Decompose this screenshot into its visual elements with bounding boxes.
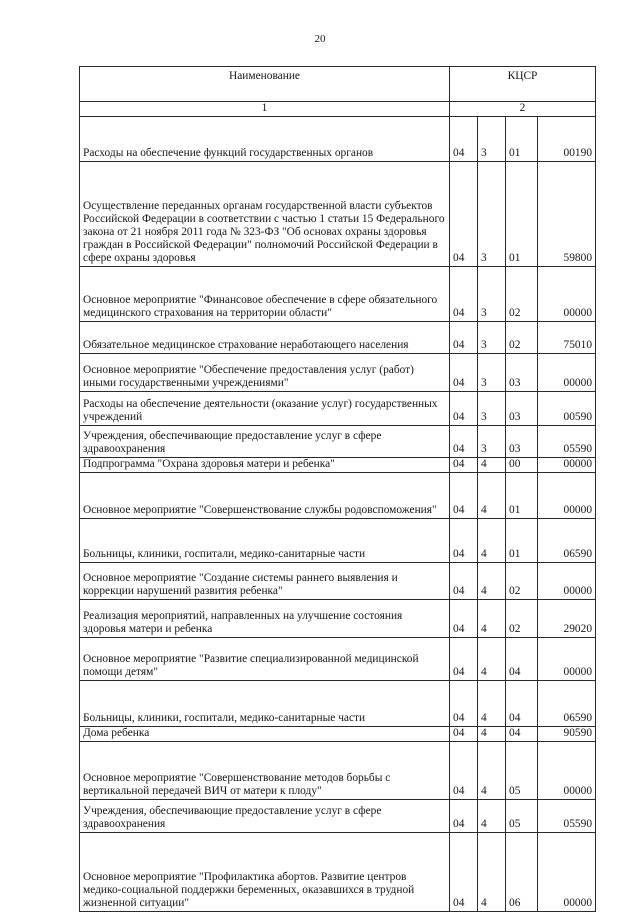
table-row <box>80 117 596 162</box>
row-name: Расходы на обеспечение деятельности (оказание услуг) государственных учреждений <box>80 392 450 426</box>
code-subprogram: 3 <box>478 354 506 392</box>
code-subprogram: 4 <box>478 833 506 912</box>
column-number-2: 2 <box>450 102 596 117</box>
code-activity: 04 <box>506 681 538 727</box>
code-program: 04 <box>450 392 478 426</box>
code-subprogram: 3 <box>478 267 506 322</box>
code-program: 04 <box>450 267 478 322</box>
table-row <box>80 458 596 473</box>
code-direction: 00190 <box>538 117 596 162</box>
code-activity: 01 <box>506 519 538 563</box>
code-activity: 03 <box>506 426 538 458</box>
code-activity: 06 <box>506 833 538 912</box>
code-subprogram: 3 <box>478 322 506 354</box>
row-name: Осуществление переданных органам государственной власти субъектов Российской Федерации в соответствии с частью 1 статьи 15 Федерального закона от 21 ноября 2011 года № 323-ФЗ "Об основах охраны здоровья граждан в Российской Федерации" полномочий Российской Федерации в сфере охраны здоровья <box>80 162 450 267</box>
code-program: 04 <box>450 322 478 354</box>
code-activity: 00 <box>506 458 538 473</box>
code-activity: 02 <box>506 600 538 638</box>
code-direction: 90590 <box>538 727 596 742</box>
code-program: 04 <box>450 458 478 473</box>
table-row <box>80 322 596 354</box>
row-name: Основное мероприятие "Создание системы раннего выявления и коррекции нарушений развития ребенка" <box>80 563 450 600</box>
code-direction: 00000 <box>538 638 596 681</box>
code-program: 04 <box>450 519 478 563</box>
code-subprogram: 4 <box>478 742 506 800</box>
row-name: Больницы, клиники, госпитали, медико-санитарные части <box>80 681 450 727</box>
code-subprogram: 4 <box>478 800 506 833</box>
code-program: 04 <box>450 162 478 267</box>
code-activity: 01 <box>506 162 538 267</box>
code-direction: 29020 <box>538 600 596 638</box>
code-program: 04 <box>450 117 478 162</box>
row-name: Дома ребенка <box>80 727 450 742</box>
code-activity: 05 <box>506 742 538 800</box>
table-body <box>80 117 596 912</box>
code-direction: 00000 <box>538 742 596 800</box>
row-name: Учреждения, обеспечивающие предоставление услуг в сфере здравоохранения <box>80 426 450 458</box>
code-program: 04 <box>450 727 478 742</box>
code-program: 04 <box>450 638 478 681</box>
code-activity: 04 <box>506 638 538 681</box>
table-row <box>80 742 596 800</box>
table-row <box>80 600 596 638</box>
code-subprogram: 3 <box>478 117 506 162</box>
code-direction: 00000 <box>538 458 596 473</box>
code-direction: 06590 <box>538 519 596 563</box>
table-row <box>80 727 596 742</box>
code-activity: 03 <box>506 354 538 392</box>
code-activity: 02 <box>506 267 538 322</box>
code-direction: 00000 <box>538 354 596 392</box>
row-name: Больницы, клиники, госпитали, медико-санитарные части <box>80 519 450 563</box>
code-subprogram: 4 <box>478 600 506 638</box>
code-subprogram: 3 <box>478 426 506 458</box>
table-row <box>80 426 596 458</box>
code-program: 04 <box>450 473 478 519</box>
code-activity: 04 <box>506 727 538 742</box>
row-name: Основное мероприятие "Обеспечение предоставления услуг (работ) иными государственными учреждениями" <box>80 354 450 392</box>
header-code: КЦСР <box>450 67 596 102</box>
row-name: Расходы на обеспечение функций государственных органов <box>80 117 450 162</box>
table-row <box>80 162 596 267</box>
table-row <box>80 563 596 600</box>
code-subprogram: 4 <box>478 473 506 519</box>
code-program: 04 <box>450 800 478 833</box>
row-name: Основное мероприятие "Профилактика абортов. Развитие центров медико-социальной поддержки беременных, оказавшихся в трудной жизненной ситуации" <box>80 833 450 912</box>
row-name: Основное мероприятие "Развитие специализированной медицинской помощи детям" <box>80 638 450 681</box>
code-program: 04 <box>450 426 478 458</box>
code-subprogram: 3 <box>478 392 506 426</box>
code-activity: 03 <box>506 392 538 426</box>
header-name: Наименование <box>80 67 450 102</box>
code-direction: 00000 <box>538 473 596 519</box>
code-program: 04 <box>450 833 478 912</box>
code-direction: 00000 <box>538 833 596 912</box>
table-row <box>80 392 596 426</box>
code-direction: 05590 <box>538 800 596 833</box>
code-direction: 00590 <box>538 392 596 426</box>
code-direction: 59800 <box>538 162 596 267</box>
code-subprogram: 4 <box>478 458 506 473</box>
table-row <box>80 638 596 681</box>
code-subprogram: 4 <box>478 563 506 600</box>
code-activity: 01 <box>506 473 538 519</box>
row-name: Основное мероприятие "Финансовое обеспечение в сфере обязательного медицинского страхования на территории области" <box>80 267 450 322</box>
code-direction: 00000 <box>538 267 596 322</box>
table-row <box>80 800 596 833</box>
code-subprogram: 4 <box>478 638 506 681</box>
code-program: 04 <box>450 681 478 727</box>
code-subprogram: 4 <box>478 519 506 563</box>
code-direction: 06590 <box>538 681 596 727</box>
row-name: Основное мероприятие "Совершенствование службы родовспоможения" <box>80 473 450 519</box>
row-name: Подпрограмма "Охрана здоровья матери и ребенка" <box>80 458 450 473</box>
code-activity: 01 <box>506 117 538 162</box>
code-activity: 02 <box>506 563 538 600</box>
code-direction: 75010 <box>538 322 596 354</box>
table-row <box>80 519 596 563</box>
code-activity: 02 <box>506 322 538 354</box>
row-name: Обязательное медицинское страхование неработающего населения <box>80 322 450 354</box>
table-row <box>80 681 596 727</box>
row-name: Реализация мероприятий, направленных на улучшение состояния здоровья матери и ребенка <box>80 600 450 638</box>
table-row <box>80 833 596 912</box>
code-direction: 00000 <box>538 563 596 600</box>
column-number-row <box>80 102 596 117</box>
table-header-row <box>80 67 596 102</box>
column-number-1: 1 <box>80 102 450 117</box>
table-row <box>80 267 596 322</box>
row-name: Учреждения, обеспечивающие предоставление услуг в сфере здравоохранения <box>80 800 450 833</box>
code-direction: 05590 <box>538 426 596 458</box>
code-activity: 05 <box>506 800 538 833</box>
code-program: 04 <box>450 563 478 600</box>
code-program: 04 <box>450 354 478 392</box>
code-subprogram: 4 <box>478 727 506 742</box>
budget-classification-table <box>79 66 596 912</box>
table-row <box>80 354 596 392</box>
table-row <box>80 473 596 519</box>
code-subprogram: 4 <box>478 681 506 727</box>
row-name: Основное мероприятие "Совершенствование методов борьбы с вертикальной передачей ВИЧ от матери к плоду" <box>80 742 450 800</box>
code-subprogram: 3 <box>478 162 506 267</box>
page-number: 20 <box>314 33 326 45</box>
code-program: 04 <box>450 600 478 638</box>
code-program: 04 <box>450 742 478 800</box>
